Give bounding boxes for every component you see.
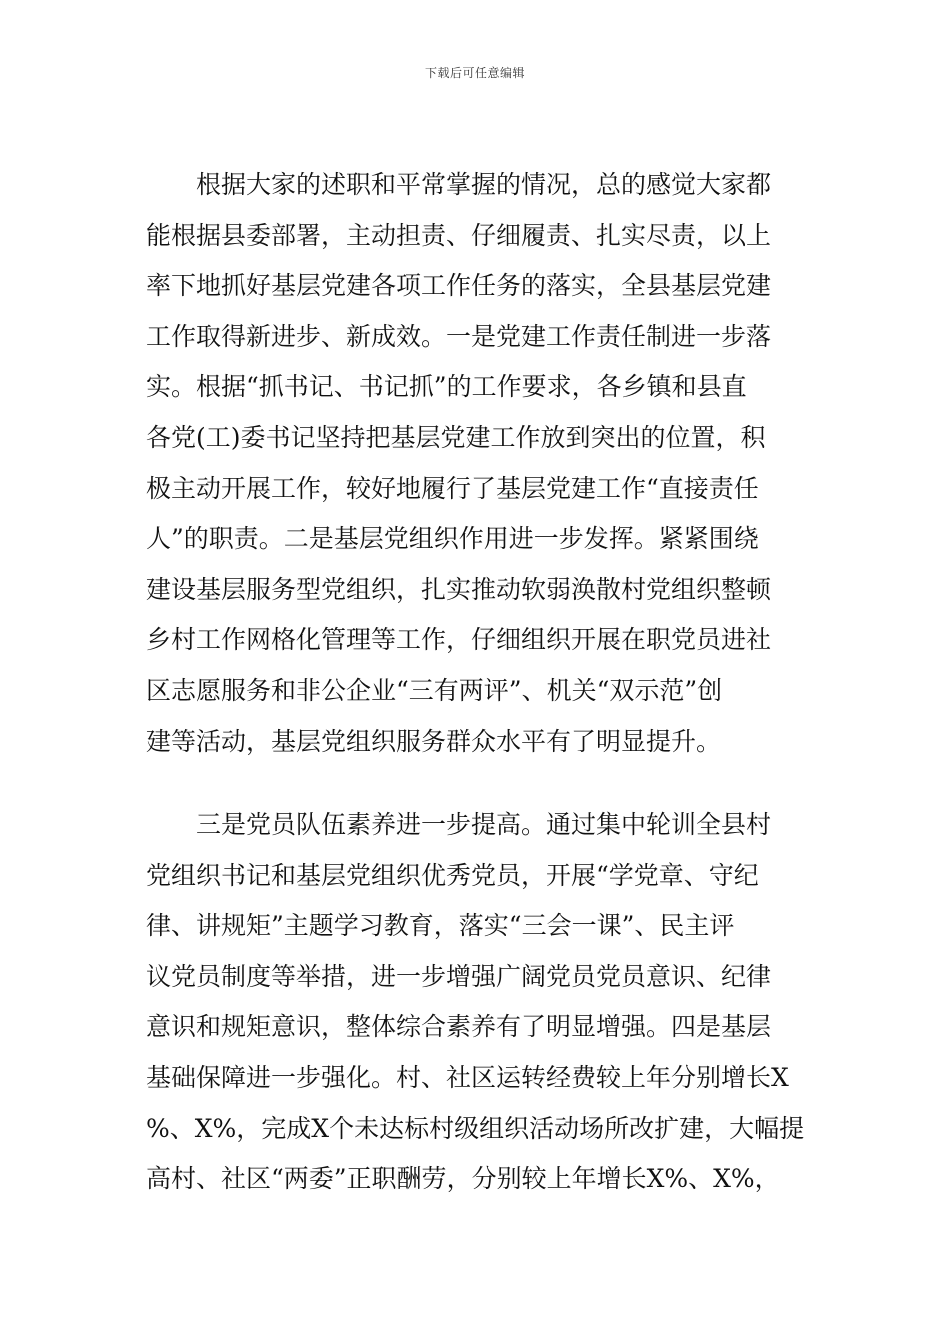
text-line: 议党员制度等举措，进一步增强广阔党员党员意识、纪律 <box>146 961 772 991</box>
text-line: 极主动开展工作，较好地履行了基层党建工作“直接责任 <box>146 473 759 503</box>
text-line: 乡村工作网格化管理等工作，仔细组织开展在职党员进社 <box>146 625 772 655</box>
text-line: 工作取得新进步、新成效。一是党建工作责任制进一步落 <box>146 321 772 351</box>
text-line: 三是党员队伍素养进一步提高。通过集中轮训全县村 <box>146 810 772 839</box>
page-header: 下载后可任意编辑 <box>424 66 525 80</box>
paragraph-1 <box>146 160 806 767</box>
text-line: 律、讲规矩”主题学习教育，落实“三会一课”、民主评 <box>146 911 735 941</box>
text-line: 建等活动，基层党组织服务群众水平有了明显提升。 <box>146 726 722 756</box>
text-line: 区志愿服务和非公企业“三有两评”、机关“双示范”创 <box>146 675 723 705</box>
text-line: 能根据县委部署，主动担责、仔细履责、扎实尽责，以上 <box>146 220 772 250</box>
text-line: %、X%，完成X个未达标村级组织活动场所改扩建，大幅提 <box>146 1113 805 1143</box>
text-line: 实。根据“抓书记、书记抓”的工作要求，各乡镇和县直 <box>146 372 747 402</box>
text-line: 建设基层服务型党组织，扎实推动软弱涣散村党组织整顿 <box>146 574 772 604</box>
text-line: 各党(工)委书记坚持把基层党建工作放到突出的位置，积 <box>146 422 766 452</box>
text-line: 意识和规矩意识，整体综合素养有了明显增强。四是基层 <box>146 1012 772 1042</box>
text-line: 率下地抓好基层党建各项工作任务的落实，全县基层党建 <box>146 271 772 301</box>
text-line: 根据大家的述职和平常掌握的情况，总的感觉大家都 <box>146 170 772 199</box>
paragraph-2 <box>146 800 806 1205</box>
text-line: 党组织书记和基层党组织优秀党员，开展“学党章、守纪 <box>146 860 759 890</box>
text-line: 高村、社区“两委”正职酬劳，分别较上年增长X%、X%， <box>146 1164 780 1194</box>
text-line: 人”的职责。二是基层党组织作用进一步发挥。紧紧围绕 <box>146 524 759 554</box>
text-line: 基础保障进一步强化。村、社区运转经费较上年分别增长X <box>146 1062 789 1092</box>
